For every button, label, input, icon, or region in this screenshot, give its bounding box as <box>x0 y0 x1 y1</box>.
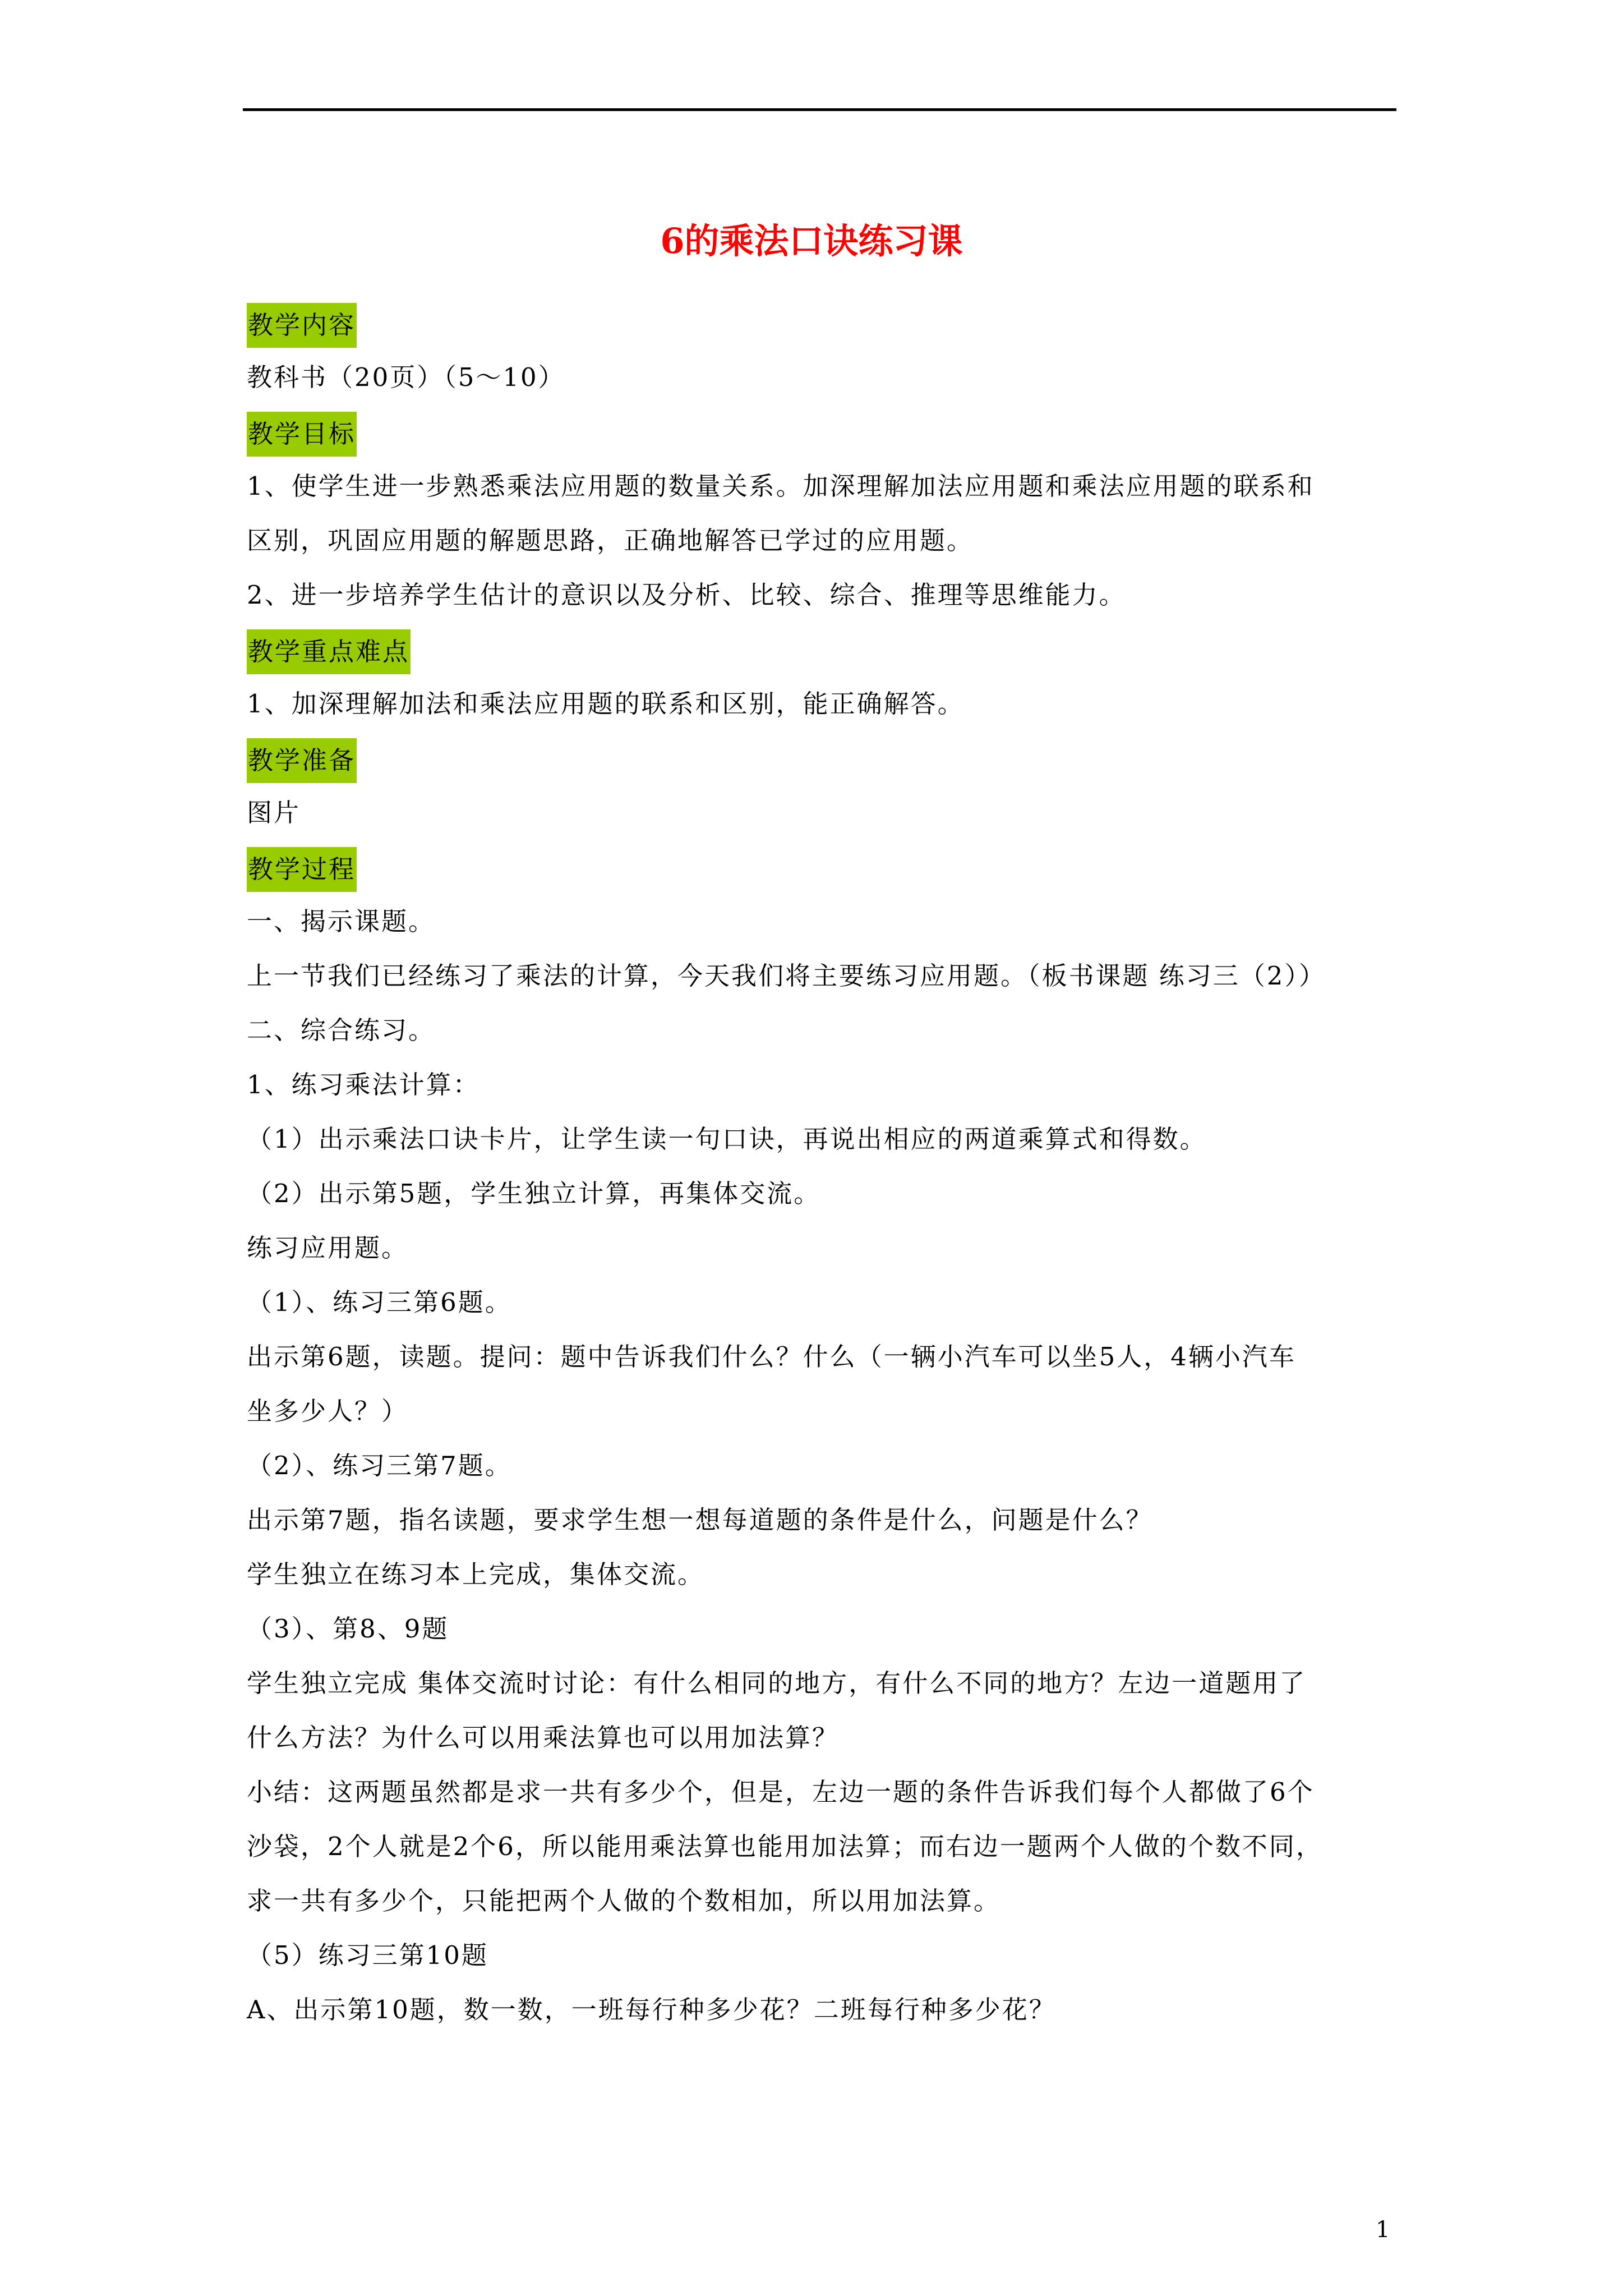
section-heading <box>247 296 1396 350</box>
body-line <box>247 894 1396 949</box>
body-line-text: A、出示第10题，数一数，一班每行种多少花？二班每行种多少花？ <box>247 1995 1056 2024</box>
section-heading-text: 教学过程 <box>247 847 357 892</box>
body-line <box>247 785 1396 840</box>
body-line <box>247 350 1396 404</box>
body-line-text: 沙袋，2个人就是2个6，所以能用乘法算也能用加法算；而右边一题两个人做的个数不同， <box>247 1832 1323 1861</box>
body-line-text: 1、使学生进一步熟悉乘法应用题的数量关系。加深理解加法应用题和乘法应用题的联系和 <box>247 471 1315 501</box>
body-line-text: 什么方法？为什么可以用乘法算也可以用加法算？ <box>247 1723 840 1752</box>
body-line-text: 练习应用题。 <box>247 1233 409 1263</box>
document-title: 6的乘法口诀练习课 <box>660 220 963 261</box>
body-line <box>247 1874 1396 1928</box>
body-line-text: （3）、第8、9题 <box>247 1614 449 1644</box>
body-line-text: 上一节我们已经练习了乘法的计算，今天我们将主要练习应用题。（板书课题 练习三（2）） <box>247 961 1326 991</box>
body-line <box>247 1275 1396 1329</box>
section-heading-text: 教学准备 <box>247 738 357 783</box>
section-heading <box>247 622 1396 677</box>
body-line-text: （2）、练习三第7题。 <box>247 1451 512 1480</box>
body-line-text: （1）、练习三第6题。 <box>247 1287 512 1317</box>
body-line <box>247 1384 1396 1438</box>
body-line <box>247 1438 1396 1493</box>
header-rule <box>243 108 1396 111</box>
body-line-text: 区别，巩固应用题的解题思路，正确地解答已学过的应用题。 <box>247 526 974 555</box>
body-line-text: 出示第7题，指名读题，要求学生想一想每道题的条件是什么，问题是什么？ <box>247 1505 1153 1535</box>
body-line <box>247 1656 1396 1710</box>
body-line <box>247 1329 1396 1384</box>
section-heading <box>247 840 1396 894</box>
body-line-text: 出示第6题，读题。提问：题中告诉我们什么？什么（一辆小汽车可以坐5人，4辆小汽车 <box>247 1342 1296 1372</box>
body-line <box>247 677 1396 731</box>
body-line <box>247 568 1396 622</box>
body-line-text: （2）出示第5题，学生独立计算，再集体交流。 <box>247 1179 821 1208</box>
body-line <box>247 513 1396 568</box>
body-line <box>247 1112 1396 1166</box>
body-line-text: 1、加深理解加法和乘法应用题的联系和区别，能正确解答。 <box>247 689 965 719</box>
section-heading-text: 教学重点难点 <box>247 629 411 674</box>
body-line-text: 一、揭示课题。 <box>247 907 436 936</box>
body-line <box>247 1057 1396 1112</box>
body-line-text: （1）出示乘法口诀卡片，让学生读一句口诀，再说出相应的两道乘算式和得数。 <box>247 1124 1207 1154</box>
body-line <box>247 1166 1396 1221</box>
body-line-text: （5）练习三第10题 <box>247 1940 488 1970</box>
section-heading <box>247 404 1396 459</box>
body-line <box>247 1493 1396 1547</box>
body-line <box>247 1003 1396 1057</box>
body-line-text: 1、练习乘法计算： <box>247 1070 480 1099</box>
body-line-text: 坐多少人？） <box>247 1396 409 1426</box>
body-line-text: 求一共有多少个，只能把两个人做的个数相加，所以用加法算。 <box>247 1886 1001 1916</box>
body-line <box>247 949 1396 1003</box>
body-line <box>247 1765 1396 1819</box>
body-line-text: 2、进一步培养学生估计的意识以及分析、比较、综合、推理等思维能力。 <box>247 580 1126 610</box>
body-line <box>247 1928 1396 1982</box>
section-heading-text: 教学目标 <box>247 412 357 457</box>
body-line-text: 小结：这两题虽然都是求一共有多少个，但是，左边一题的条件告诉我们每个人都做了6个 <box>247 1777 1315 1807</box>
body-line-text: 图片 <box>247 798 301 827</box>
section-heading <box>247 731 1396 785</box>
body-line <box>247 1819 1396 1874</box>
body-line <box>247 1602 1396 1656</box>
body-line-text: 教科书（20页）（5～10） <box>247 362 565 392</box>
body-line <box>247 1547 1396 1602</box>
body-line <box>247 459 1396 513</box>
body-line-text: 学生独立在练习本上完成，集体交流。 <box>247 1559 705 1589</box>
body-line <box>247 1221 1396 1275</box>
page-number: 1 <box>1376 2217 1390 2243</box>
body-line <box>247 1982 1396 2037</box>
body-line-text: 学生独立完成 集体交流时讨论：有什么相同的地方，有什么不同的地方？左边一道题用了 <box>247 1668 1307 1698</box>
section-heading-text: 教学内容 <box>247 303 357 348</box>
document-body <box>247 296 1396 2037</box>
body-line-text: 二、综合练习。 <box>247 1015 436 1045</box>
body-line <box>247 1710 1396 1765</box>
